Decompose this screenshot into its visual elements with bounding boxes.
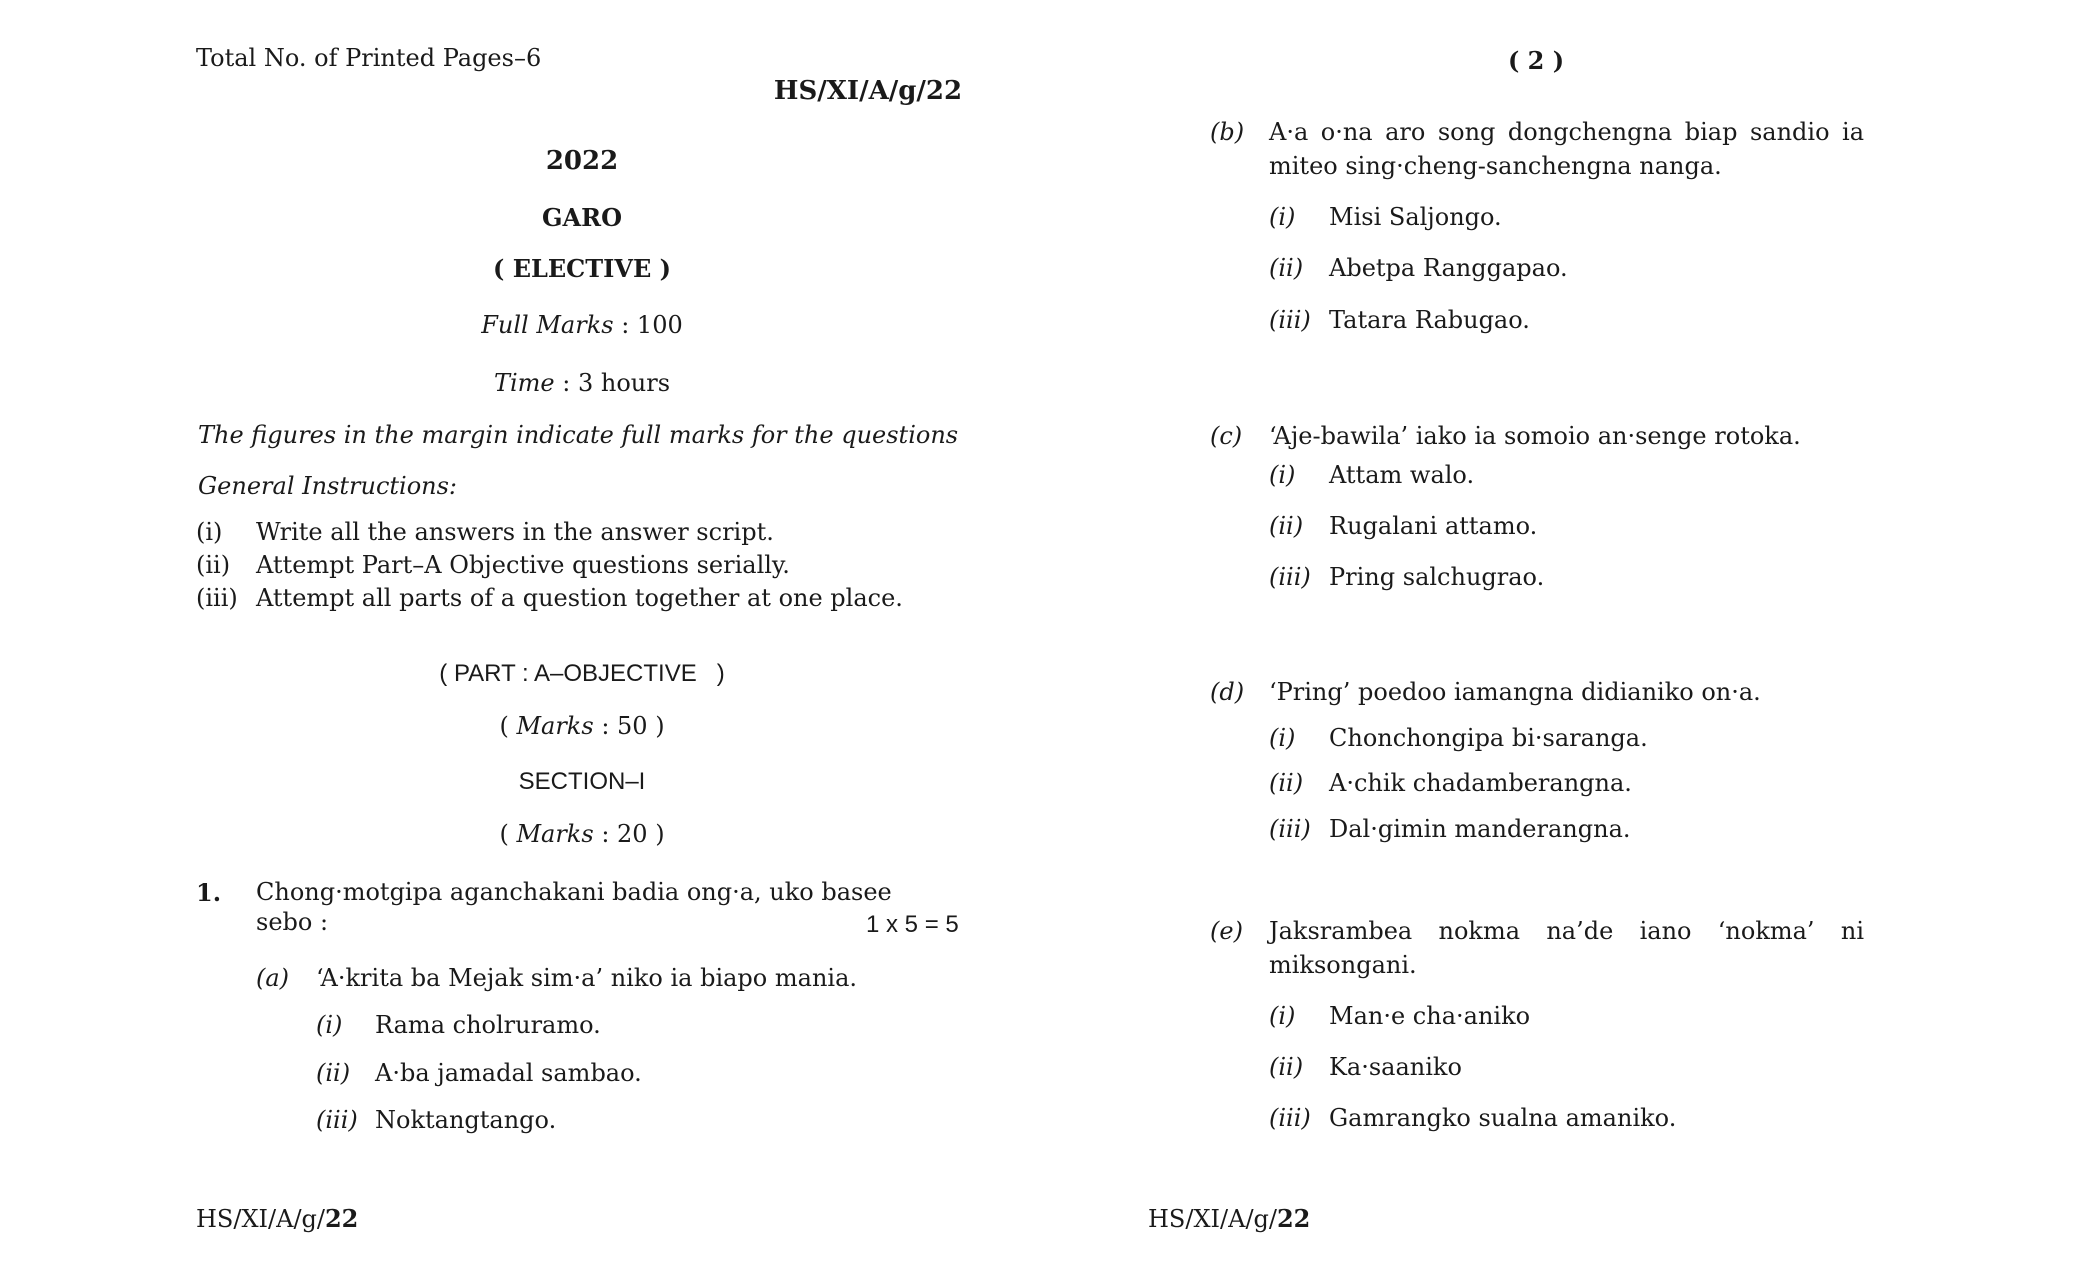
option-text: Misi Saljongo. <box>1329 203 1502 231</box>
page-footer-code <box>196 1204 358 1233</box>
instruction-number: (ii) <box>196 551 231 579</box>
part-label: (b) <box>1210 118 1245 146</box>
question-marks: 1 x 5 = 5 <box>866 911 959 938</box>
page-footer-code <box>1148 1204 1310 1233</box>
option-text: Rugalani attamo. <box>1329 512 1538 540</box>
option-text: Noktangtango. <box>375 1106 557 1134</box>
option-number: (ii) <box>1269 1053 1304 1081</box>
full-marks <box>481 311 682 339</box>
option-text: Gamrangko sualna amaniko. <box>1329 1104 1677 1132</box>
part-heading: ( PART : A–OBJECTIVE ) <box>439 660 725 687</box>
time-value: : 3 hours <box>562 369 671 397</box>
section-marks-value: : 20 ) <box>601 820 665 848</box>
footer-code-prefix: HS/XI/A/g/ <box>1148 1205 1277 1233</box>
option-text: Abetpa Ranggapao. <box>1329 254 1568 282</box>
option-number: (iii) <box>1269 563 1311 591</box>
section-marks <box>499 820 664 848</box>
option-text: Ka·saaniko <box>1329 1053 1462 1081</box>
part-label: (c) <box>1210 422 1243 450</box>
instruction-text: Attempt all parts of a question together at one place. <box>256 584 903 612</box>
time-label: Time <box>493 369 555 397</box>
question-number: 1. <box>196 878 222 907</box>
option-number: (iii) <box>1269 815 1311 843</box>
full-marks-value: : 100 <box>621 311 683 339</box>
question-text-line1: Chong·motgipa aganchakani badia ong·a, uko basee <box>256 878 892 906</box>
option-text: A·chik chadamberangna. <box>1329 769 1632 797</box>
part-text-line1: ‘Pring’ poedoo iamangna didianiko on·a. <box>1269 678 1761 706</box>
footer-code-year: 22 <box>1276 1204 1311 1233</box>
question-text-line2: sebo : <box>256 908 329 936</box>
option-number: (iii) <box>316 1106 358 1134</box>
paper-type: ( ELECTIVE ) <box>493 254 671 283</box>
exam-time <box>494 369 670 397</box>
option-number: (i) <box>1269 1002 1296 1030</box>
part-label: (d) <box>1210 678 1245 706</box>
exam-year: 2022 <box>545 146 619 176</box>
instruction-text: Attempt Part–A Objective questions serially. <box>256 551 790 579</box>
part-text-line2: miteo sing·cheng-sanchengna nanga. <box>1269 152 1722 180</box>
footer-code-year: 22 <box>324 1204 359 1233</box>
instruction-number: (i) <box>196 518 223 546</box>
section-heading: SECTION–I <box>518 768 646 795</box>
part-marks <box>499 712 664 740</box>
part-label: (e) <box>1210 917 1243 945</box>
option-text: Attam walo. <box>1329 461 1475 489</box>
option-number: (iii) <box>1269 306 1311 334</box>
option-number: (ii) <box>1269 254 1304 282</box>
option-text: A·ba jamadal sambao. <box>375 1059 642 1087</box>
option-number: (i) <box>1269 461 1296 489</box>
option-number: (ii) <box>1269 769 1304 797</box>
option-text: Man·e cha·aniko <box>1329 1002 1531 1030</box>
section-marks-open: ( <box>499 820 509 848</box>
option-text: Dal·gimin manderangna. <box>1329 815 1631 843</box>
margin-note: The figures in the margin indicate full marks for the questions <box>198 421 959 449</box>
page-number: ( 2 ) <box>1507 46 1565 75</box>
part-text-line1: A·a o·na aro song dongchengna biap sandio ia <box>1269 118 1864 146</box>
option-text: Pring salchugrao. <box>1329 563 1545 591</box>
option-number: (i) <box>1269 203 1296 231</box>
instruction-text: Write all the answers in the answer script. <box>256 518 774 546</box>
part-marks-value: : 50 ) <box>601 712 665 740</box>
part-marks-label: Marks <box>516 712 594 740</box>
part-marks-open: ( <box>499 712 509 740</box>
option-number: (iii) <box>1269 1104 1311 1132</box>
footer-code-prefix: HS/XI/A/g/ <box>196 1205 325 1233</box>
option-number: (i) <box>1269 724 1296 752</box>
paper-code: HS/XI/A/g/22 <box>773 76 963 106</box>
subject-title: GARO <box>542 203 622 232</box>
option-text: Rama cholruramo. <box>375 1011 601 1039</box>
option-number: (ii) <box>316 1059 351 1087</box>
part-text-line2: miksongani. <box>1269 951 1417 979</box>
general-instructions-heading: General Instructions: <box>198 472 458 500</box>
part-text: ‘A·krita ba Mejak sim·a’ niko ia biapo mania. <box>316 964 858 992</box>
option-number: (i) <box>316 1011 343 1039</box>
printed-pages-count: Total No. of Printed Pages–6 <box>196 44 542 72</box>
instruction-number: (iii) <box>196 584 238 612</box>
option-number: (ii) <box>1269 512 1304 540</box>
part-text-line1: Jaksrambea nokma na’de iano ‘nokma’ ni <box>1269 917 1864 945</box>
part-label: (a) <box>256 964 290 992</box>
part-text-line1: ‘Aje-bawila’ iako ia somoio an·senge rotoka. <box>1269 422 1801 450</box>
section-marks-label: Marks <box>516 820 594 848</box>
option-text: Chonchongipa bi·saranga. <box>1329 724 1648 752</box>
option-text: Tatara Rabugao. <box>1329 306 1530 334</box>
full-marks-label: Full Marks <box>481 311 614 339</box>
